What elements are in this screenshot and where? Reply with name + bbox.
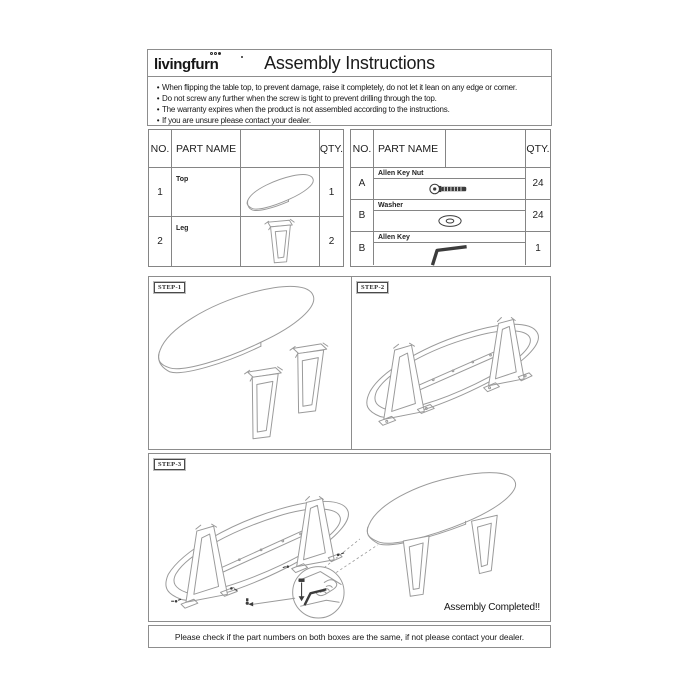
part-no: B <box>358 243 366 254</box>
col-header-no: NO. <box>351 130 374 167</box>
instruction-sheet <box>147 49 552 648</box>
part-name: Washer <box>374 200 525 211</box>
table-row <box>351 199 550 231</box>
part-qty: 24 <box>532 178 544 189</box>
header-bar <box>147 49 552 77</box>
part-no: B <box>358 210 366 221</box>
col-header-part-name: PART NAME <box>374 130 446 167</box>
bullet-icon: • <box>156 94 160 103</box>
step-2-label: STEP-2 <box>357 282 388 293</box>
bullet-icon: • <box>156 105 160 114</box>
table-row <box>149 216 343 266</box>
detail-magnifier <box>293 567 344 618</box>
part-name: Top <box>176 176 189 183</box>
washer-icon <box>434 213 466 229</box>
assembled-table <box>367 473 515 597</box>
table-leg-icon <box>263 218 297 266</box>
part-qty: 1 <box>535 243 541 254</box>
attached-leg <box>379 343 434 425</box>
part-qty: 24 <box>532 210 544 221</box>
step-3-label: STEP-3 <box>154 459 185 470</box>
step-1-panel <box>148 276 352 450</box>
table-header-row <box>351 130 550 167</box>
part-no: 2 <box>157 236 163 247</box>
step-3-panel <box>148 453 551 622</box>
part-name: Leg <box>176 225 189 232</box>
col-header-qty: QTY. <box>319 142 343 155</box>
step-1-diagram <box>149 277 351 449</box>
note-line: • When flipping the table top, to prevent damage, raise it completely, do not let it lean on any edge or corner. <box>154 82 551 93</box>
col-header-no: NO. <box>149 130 172 167</box>
step-1-label: STEP-1 <box>154 282 185 293</box>
col-header-qty: QTY. <box>526 142 550 155</box>
assembly-completed-text: Assembly Completed!! <box>443 602 540 613</box>
part-no: A <box>358 178 366 189</box>
footer-note <box>148 625 551 648</box>
allen-key-nut-icon <box>428 182 472 196</box>
parts-table-left <box>148 129 344 267</box>
bullet-icon: • <box>156 116 160 125</box>
allen-key-icon <box>427 243 473 267</box>
part-name: Allen Key <box>374 232 525 243</box>
table-row <box>149 167 343 216</box>
col-header-part-name: PART NAME <box>172 130 241 167</box>
loose-leg <box>241 365 282 440</box>
loose-leg <box>287 341 328 414</box>
step-2-diagram <box>352 277 550 449</box>
step-3-diagram <box>149 454 550 621</box>
page-title: Assembly Instructions <box>264 53 435 73</box>
bullet-icon: • <box>156 83 160 92</box>
table-header-row <box>149 130 343 167</box>
safety-notes <box>147 76 552 126</box>
col-header-image <box>241 130 320 167</box>
note-line: • The warranty expires when the product is not assembled according to the instructions. <box>154 104 551 115</box>
footer-text: Please check if the part numbers on both boxes are the same, if not please contact your dealer. <box>174 631 525 642</box>
parts-table-right <box>350 129 551 267</box>
table-row <box>351 167 550 199</box>
table-top-icon <box>243 170 317 214</box>
note-line: • If you are unsure please contact your dealer. <box>154 115 551 126</box>
part-qty: 2 <box>328 236 335 247</box>
table-row <box>351 231 550 265</box>
step-2-panel <box>351 276 551 450</box>
part-no: 1 <box>157 186 163 198</box>
note-line: • Do not screw any further when the screw is tight to prevent drilling through the top. <box>154 93 551 104</box>
part-name: Allen Key Nut <box>374 168 525 179</box>
brand-logo: livingfurn <box>154 56 219 73</box>
part-qty: 1 <box>328 186 335 198</box>
